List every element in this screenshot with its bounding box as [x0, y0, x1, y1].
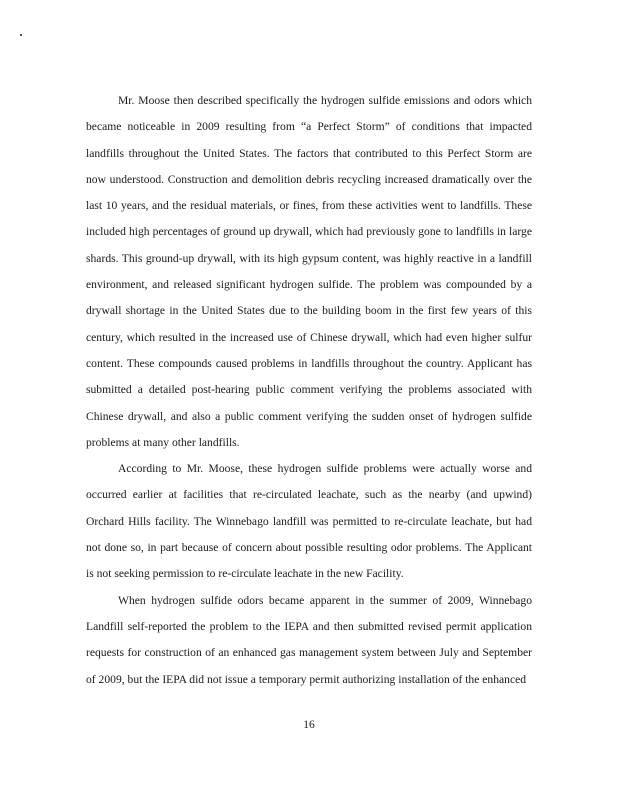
paragraph-3: When hydrogen sulfide odors became apparent in the summer of 2009, Winnebago Landfill self-reported the problem to the IEPA and then submitted revised permit application requests for construction of an enhanced gas management system between July and September of 2009, but the IEPA did not issue a temporary permit authorizing installation of the enhanced — [86, 593, 532, 686]
body-text — [86, 88, 532, 693]
paragraph-2: According to Mr. Moose, these hydrogen sulfide problems were actually worse and occurred earlier at facilities that re-circulated leachate, such as the nearby (and upwind) Orchard Hills facility. The Winnebago landfill was permitted to re-circulate leachate, but had not done so, in part because of concern about possible resulting odor problems. The Applicant is not seeking permission to re-circulate leachate in the new Facility. — [86, 462, 532, 581]
scan-speck — [20, 34, 22, 36]
paragraph-1: Mr. Moose then described specifically the hydrogen sulfide emissions and odors which became noticeable in 2009 resulting from “a Perfect Storm” of conditions that impacted landfills throughout the United States. The factors that contributed to this Perfect Storm are now understood. Construction and demolition debris recycling increased dramatically over the last 10 years, and the residual materials, or fines, from these activities went to landfills. These included high percentages of ground up drywall, which had previously gone to landfills in large shards. This ground-up drywall, with its high gypsum content, was highly reactive in a landfill environment, and released significant hydrogen sulfide. The problem was compounded by a drywall shortage in the United States due to the building boom in the first few years of this century, which resulted in the increased use of Chinese drywall, which had even higher sulfur content. These compounds caused problems in landfills throughout the country. Applicant has submitted a detailed post-hearing public comment verifying the problems associated with Chinese drywall, and also a public comment verifying the sudden onset of hydrogen sulfide problems at many other landfills. — [86, 94, 532, 449]
page-number: 16 — [303, 719, 315, 731]
